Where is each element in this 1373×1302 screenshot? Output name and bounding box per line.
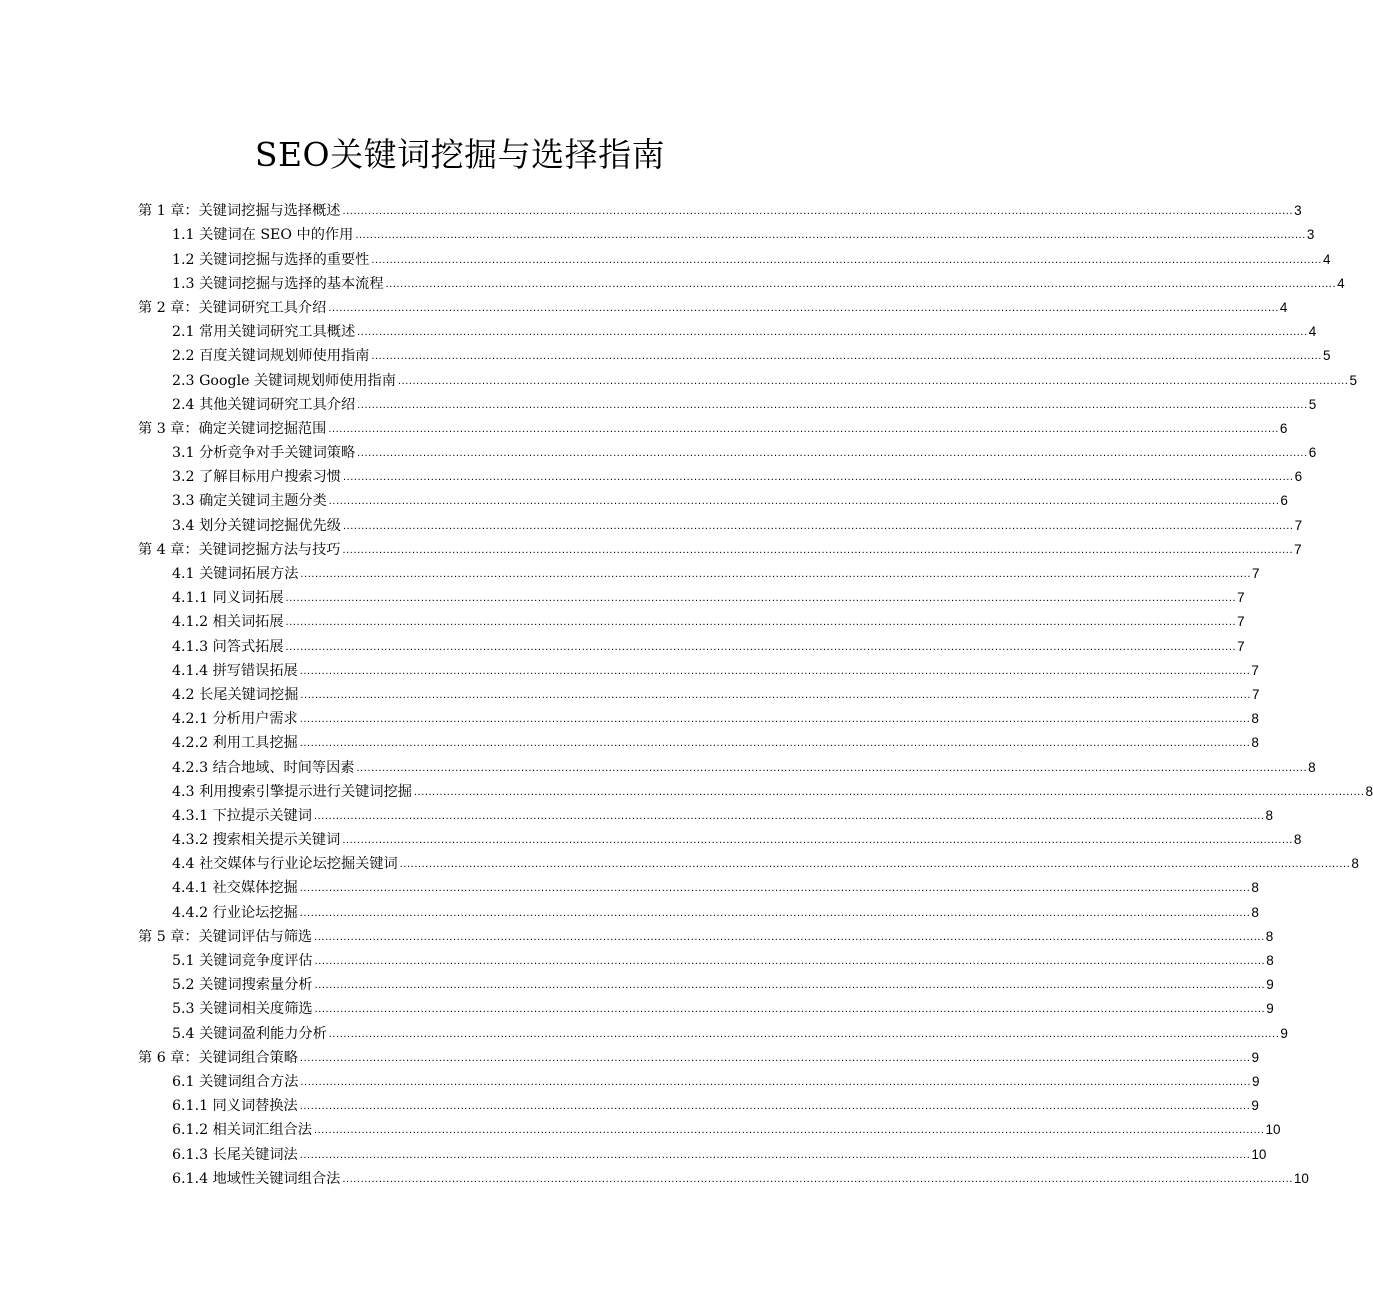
toc-entry-label: 5.1 关键词竞争度评估 (172, 953, 313, 969)
toc-dot-leader: .................................................................................................................................................................................................................................................................... (342, 543, 1294, 556)
toc-dot-leader: .................................................................................................................................................................................................................................................................... (299, 1148, 1251, 1161)
toc-page-number: 8 (1251, 904, 1259, 920)
toc-page-number: 6 (1308, 445, 1317, 461)
toc-section-entry[interactable] (0, 754, 1316, 778)
toc-section-entry[interactable] (0, 1020, 1288, 1044)
toc-entry-label: 4.2.1 分析用户需求 (172, 711, 298, 728)
toc-page-number: 8 (1251, 735, 1259, 751)
table-of-contents (0, 198, 1373, 1190)
toc-entry-label: 5.3 关键词相关度筛选 (172, 1001, 313, 1018)
toc-section-entry[interactable] (0, 730, 1259, 754)
toc-page-number: 10 (1251, 1146, 1267, 1162)
toc-section-entry[interactable] (0, 343, 1331, 367)
toc-page-number: 5 (1349, 372, 1358, 388)
toc-dot-leader: .................................................................................................................................................................................................................................................................... (328, 422, 1279, 435)
toc-dot-leader: .................................................................................................................................................................................................................................................................... (342, 471, 1294, 484)
toc-section-entry[interactable] (0, 561, 1260, 585)
toc-entry-label: 4.1.2 相关词拓展 (172, 614, 284, 631)
toc-entry-label: 6.1.4 地域性关键词组合法 (172, 1170, 341, 1187)
toc-dot-leader: .................................................................................................................................................................................................................................................................... (285, 640, 1237, 653)
toc-section-entry[interactable] (0, 827, 1302, 851)
toc-dot-leader: .................................................................................................................................................................................................................................................................... (355, 229, 1306, 242)
toc-section-entry[interactable] (0, 1069, 1260, 1093)
toc-page-number: 7 (1252, 686, 1260, 702)
toc-entry-label: 4.3 利用搜索引擎提示进行关键词挖掘 (172, 783, 412, 800)
toc-entry-label: 6.1.2 相关词汇组合法 (172, 1122, 312, 1139)
toc-section-entry[interactable] (0, 392, 1317, 416)
toc-entry-label: 3.1 分析竞争对手关键词策略 (172, 445, 356, 462)
toc-chapter-entry[interactable] (0, 295, 1288, 319)
toc-page-number: 8 (1351, 856, 1359, 872)
toc-entry-label: 4.1.1 同义词拓展 (172, 590, 284, 607)
toc-page-number: 6 (1294, 469, 1303, 485)
toc-chapter-entry[interactable] (0, 416, 1288, 440)
toc-section-entry[interactable] (0, 948, 1274, 972)
toc-page-number: 7 (1237, 638, 1245, 654)
toc-section-entry[interactable] (0, 972, 1274, 996)
toc-dot-leader: .................................................................................................................................................................................................................................................................... (357, 447, 1308, 460)
toc-dot-leader: .................................................................................................................................................................................................................................................................... (371, 253, 1322, 266)
toc-dot-leader: .................................................................................................................................................................................................................................................................... (397, 374, 1349, 387)
toc-page-number: 8 (1308, 759, 1316, 775)
toc-section-entry[interactable] (0, 464, 1303, 488)
toc-section-entry[interactable] (0, 779, 1373, 803)
toc-dot-leader: .................................................................................................................................................................................................................................................................... (300, 568, 1251, 580)
toc-dot-leader: .................................................................................................................................................................................................................................................................... (299, 882, 1251, 895)
toc-entry-label: 第 5 章：关键词评估与筛选 (138, 928, 313, 945)
toc-section-entry[interactable] (0, 271, 1345, 295)
toc-page-number: 7 (1294, 541, 1302, 557)
toc-chapter-entry[interactable] (0, 198, 1302, 222)
toc-page-number: 7 (1251, 662, 1259, 678)
toc-page-number: 7 (1252, 566, 1260, 581)
toc-entry-label: 6.1.1 同义词替换法 (172, 1098, 298, 1115)
toc-entry-label: 2.2 百度关键词规划师使用指南 (172, 348, 370, 365)
toc-section-entry[interactable] (0, 488, 1288, 512)
toc-section-entry[interactable] (0, 633, 1245, 657)
toc-dot-leader: .................................................................................................................................................................................................................................................................... (299, 1051, 1251, 1064)
toc-page-number: 8 (1266, 953, 1274, 968)
toc-section-entry[interactable] (0, 246, 1331, 270)
toc-section-entry[interactable] (0, 1166, 1309, 1190)
toc-section-entry[interactable] (0, 367, 1358, 391)
toc-dot-leader: .................................................................................................................................................................................................................................................................... (285, 592, 1237, 605)
toc-dot-leader: .................................................................................................................................................................................................................................................................... (314, 955, 1266, 967)
toc-section-entry[interactable] (0, 1117, 1281, 1141)
toc-entry-label: 4.4 社交媒体与行业论坛挖掘关键词 (172, 856, 398, 873)
toc-entry-label: 4.1 关键词拓展方法 (172, 566, 299, 582)
toc-dot-leader: .................................................................................................................................................................................................................................................................... (357, 326, 1308, 339)
toc-dot-leader: .................................................................................................................................................................................................................................................................... (299, 737, 1251, 750)
toc-chapter-entry[interactable] (0, 1045, 1260, 1069)
toc-entry-label: 4.1.4 拼写错误拓展 (172, 662, 298, 679)
toc-section-entry[interactable] (0, 706, 1259, 730)
toc-entry-label: 1.1 关键词在 SEO 中的作用 (172, 227, 354, 244)
toc-dot-leader: .................................................................................................................................................................................................................................................................... (328, 495, 1280, 508)
toc-page-number: 5 (1322, 348, 1331, 364)
toc-dot-leader: .................................................................................................................................................................................................................................................................... (328, 301, 1279, 314)
toc-entry-label: 4.2.3 结合地域、时间等因素 (172, 759, 355, 776)
toc-dot-leader: .................................................................................................................................................................................................................................................................... (299, 713, 1251, 726)
toc-section-entry[interactable] (0, 899, 1259, 923)
toc-page-number: 10 (1265, 1122, 1281, 1138)
toc-entry-label: 第 3 章：确定关键词挖掘范围 (138, 420, 327, 437)
toc-page-number: 7 (1237, 590, 1245, 606)
toc-section-entry[interactable] (0, 1093, 1259, 1117)
toc-section-entry[interactable] (0, 609, 1245, 633)
toc-dot-leader: .................................................................................................................................................................................................................................................................... (328, 1027, 1280, 1040)
toc-page-number: 7 (1294, 517, 1303, 533)
toc-page-number: 9 (1251, 1049, 1260, 1065)
toc-section-entry[interactable] (0, 658, 1259, 682)
document-title: SEO关键词挖掘与选择指南 (254, 135, 666, 174)
toc-dot-leader: .................................................................................................................................................................................................................................................................... (314, 930, 1265, 943)
toc-page-number: 3 (1294, 203, 1302, 219)
toc-dot-leader: .................................................................................................................................................................................................................................................................... (342, 205, 1294, 218)
toc-section-entry[interactable] (0, 682, 1260, 706)
toc-page-number: 9 (1266, 977, 1274, 993)
toc-dot-leader: .................................................................................................................................................................................................................................................................... (299, 664, 1251, 677)
toc-entry-label: 4.2 长尾关键词挖掘 (172, 686, 299, 703)
toc-entry-label: 4.3.1 下拉提示关键词 (172, 807, 312, 824)
toc-entry-label: 4.1.3 问答式拓展 (172, 638, 284, 655)
toc-entry-label: 第 1 章：关键词挖掘与选择概述 (138, 203, 341, 220)
toc-entry-label: 4.3.2 搜索相关提示关键词 (172, 832, 341, 849)
toc-page-number: 3 (1306, 227, 1315, 243)
toc-entry-label: 6.1 关键词组合方法 (172, 1073, 299, 1090)
toc-page-number: 8 (1251, 880, 1259, 896)
toc-section-entry[interactable] (0, 803, 1274, 827)
toc-page-number: 9 (1252, 1073, 1260, 1089)
toc-entry-label: 1.2 关键词挖掘与选择的重要性 (172, 251, 370, 268)
toc-entry-label: 4.4.1 社交媒体挖掘 (172, 880, 298, 897)
toc-section-entry[interactable] (0, 222, 1315, 246)
toc-dot-leader: .................................................................................................................................................................................................................................................................... (342, 834, 1293, 847)
toc-entry-label: 4.4.2 行业论坛挖掘 (172, 904, 298, 921)
toc-dot-leader: .................................................................................................................................................................................................................................................................... (285, 616, 1237, 629)
toc-section-entry[interactable] (0, 875, 1259, 899)
toc-page-number: 9 (1251, 1098, 1259, 1114)
toc-dot-leader: .................................................................................................................................................................................................................................................................... (371, 350, 1322, 363)
toc-page-number: 8 (1293, 832, 1302, 848)
toc-dot-leader: .................................................................................................................................................................................................................................................................... (299, 1100, 1251, 1113)
toc-dot-leader: .................................................................................................................................................................................................................................................................... (314, 1003, 1266, 1016)
toc-page-number: 4 (1337, 275, 1345, 291)
toc-entry-label: 5.2 关键词搜索量分析 (172, 977, 313, 994)
toc-dot-leader: .................................................................................................................................................................................................................................................................... (299, 906, 1251, 919)
toc-entry-label: 3.3 确定关键词主题分类 (172, 493, 327, 510)
toc-entry-label: 第 4 章：关键词挖掘方法与技巧 (138, 541, 341, 558)
toc-entry-label: 3.2 了解目标用户搜索习惯 (172, 469, 341, 486)
toc-chapter-entry[interactable] (0, 924, 1274, 948)
toc-dot-leader: .................................................................................................................................................................................................................................................................... (342, 519, 1294, 532)
toc-dot-leader: .................................................................................................................................................................................................................................................................... (313, 1124, 1265, 1137)
toc-section-entry[interactable] (0, 512, 1303, 536)
toc-entry-label: 第 2 章：关键词研究工具介绍 (138, 299, 327, 316)
toc-entry-label: 2.4 其他关键词研究工具介绍 (172, 396, 356, 413)
toc-section-entry[interactable] (0, 1141, 1267, 1165)
toc-entry-label: 6.1.3 长尾关键词法 (172, 1146, 298, 1163)
toc-entry-label: 2.1 常用关键词研究工具概述 (172, 324, 356, 341)
toc-section-entry[interactable] (0, 585, 1245, 609)
toc-dot-leader: .................................................................................................................................................................................................................................................................... (357, 398, 1308, 411)
toc-page-number: 6 (1279, 420, 1288, 436)
toc-entry-label: 5.4 关键词盈利能力分析 (172, 1025, 327, 1042)
toc-page-number: 9 (1280, 1025, 1288, 1041)
toc-page-number: 4 (1308, 324, 1317, 340)
toc-entry-label: 1.3 关键词挖掘与选择的基本流程 (172, 275, 384, 292)
toc-page-number: 9 (1266, 1001, 1274, 1017)
toc-page-number: 4 (1322, 251, 1331, 267)
toc-page-number: 8 (1365, 783, 1373, 799)
toc-dot-leader: .................................................................................................................................................................................................................................................................... (300, 688, 1251, 701)
toc-section-entry[interactable] (0, 996, 1274, 1020)
toc-page-number: 5 (1308, 396, 1317, 412)
toc-dot-leader: .................................................................................................................................................................................................................................................................... (313, 809, 1265, 822)
toc-entry-label: 第 6 章：关键词组合策略 (138, 1049, 298, 1066)
toc-dot-leader: .................................................................................................................................................................................................................................................................... (314, 979, 1266, 992)
toc-entry-label: 3.4 划分关键词挖掘优先级 (172, 517, 341, 534)
toc-dot-leader: .................................................................................................................................................................................................................................................................... (399, 858, 1351, 871)
toc-page-number: 7 (1237, 614, 1245, 630)
toc-chapter-entry[interactable] (0, 537, 1302, 561)
toc-page-number: 8 (1251, 711, 1259, 727)
toc-section-entry[interactable] (0, 319, 1317, 343)
toc-dot-leader: .................................................................................................................................................................................................................................................................... (300, 1075, 1251, 1088)
toc-page-number: 8 (1265, 807, 1274, 823)
toc-dot-leader: .................................................................................................................................................................................................................................................................... (385, 277, 1337, 290)
toc-dot-leader: .................................................................................................................................................................................................................................................................... (342, 1172, 1293, 1185)
toc-page-number: 10 (1293, 1170, 1309, 1186)
toc-page-number: 8 (1265, 928, 1274, 944)
toc-dot-leader: .................................................................................................................................................................................................................................................................... (413, 785, 1365, 798)
toc-dot-leader: .................................................................................................................................................................................................................................................................... (356, 761, 1308, 774)
toc-entry-label: 2.3 Google 关键词规划师使用指南 (172, 372, 396, 389)
toc-page-number: 4 (1279, 299, 1288, 315)
toc-section-entry[interactable] (0, 440, 1317, 464)
toc-section-entry[interactable] (0, 851, 1359, 875)
toc-entry-label: 4.2.2 利用工具挖掘 (172, 735, 298, 752)
toc-page-number: 6 (1280, 493, 1288, 509)
